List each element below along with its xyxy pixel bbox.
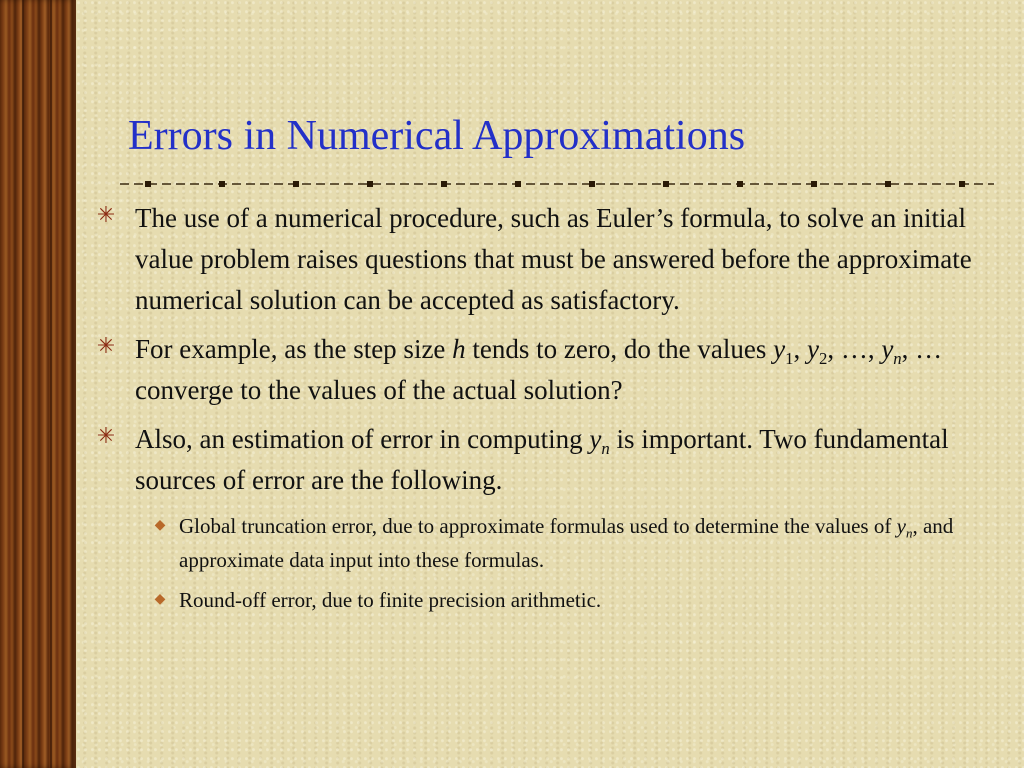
slide-body	[95, 198, 1000, 623]
math-variable: h	[452, 334, 466, 364]
bullet-text: The use of a numerical procedure, such as Euler’s formula, to solve an initial value problem raises questions that must be answered before the approximate numerical solution can be accepted as satisfactory.	[135, 203, 972, 315]
divider-marker	[959, 181, 965, 187]
wood-sidebar-decoration	[0, 0, 76, 768]
bullet-item-2	[95, 329, 1000, 411]
sub-bullet-item-2	[95, 583, 1000, 617]
starburst-icon: ✳	[96, 202, 116, 227]
divider-marker	[367, 181, 373, 187]
divider-marker	[441, 181, 447, 187]
divider-marker	[663, 181, 669, 187]
math-subscript: n	[601, 438, 610, 458]
bullet-text-part: Also, an estimation of error in computing	[135, 424, 590, 454]
bullet-text-part: is important. Two fundamental sources of error are the following.	[135, 424, 949, 495]
bullet-text-part: , …,	[827, 334, 882, 364]
bullet-item-3	[95, 419, 1000, 501]
bullet-text-part: ,	[793, 334, 807, 364]
math-subscript: n	[905, 525, 913, 541]
bullet-text-part: tends to zero, do the values	[465, 334, 774, 364]
math-subscript: n	[893, 348, 902, 368]
bullet-text-part: , … converge to the values of the actual solution?	[135, 334, 943, 405]
sub-bullet-text-part: , and approximate data input into these formulas.	[179, 514, 954, 572]
divider-marker	[885, 181, 891, 187]
starburst-icon: ✳	[96, 333, 116, 358]
divider-marker	[589, 181, 595, 187]
bullet-text-part: For example, as the step size	[135, 334, 453, 364]
dashed-divider	[120, 176, 994, 192]
starburst-icon: ✳	[96, 423, 116, 448]
math-variable: y	[589, 424, 602, 454]
diamond-icon: ◆	[154, 518, 166, 533]
divider-marker	[293, 181, 299, 187]
sub-bullet-item-1	[95, 509, 1000, 577]
sub-bullet-text-part: Global truncation error, due to approximate formulas used to determine the values of	[179, 514, 897, 538]
math-variable: y	[773, 334, 786, 364]
divider-marker	[219, 181, 225, 187]
slide-title: Errors in Numerical Approximations	[128, 113, 746, 159]
diamond-icon: ◆	[154, 592, 166, 607]
bullet-item-1	[95, 198, 1000, 321]
sub-bullet-text: Round-off error, due to finite precision arithmetic.	[179, 588, 602, 612]
divider-marker	[737, 181, 743, 187]
math-variable: y	[806, 334, 819, 364]
divider-marker	[515, 181, 521, 187]
math-variable: y	[896, 514, 906, 538]
divider-marker	[811, 181, 817, 187]
math-variable: y	[881, 334, 894, 364]
math-subscript: 1	[785, 348, 794, 368]
math-subscript: 2	[818, 348, 828, 368]
divider-marker	[145, 181, 151, 187]
